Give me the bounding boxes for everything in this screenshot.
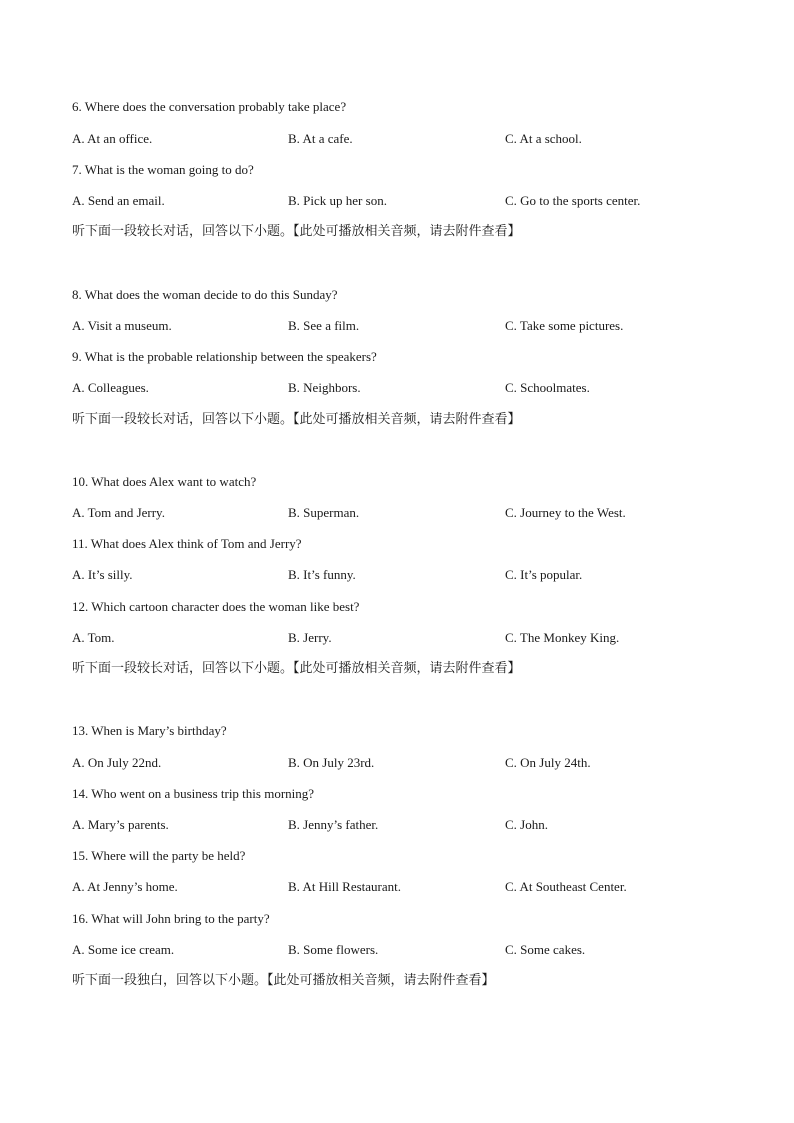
option-a: A. Some ice cream. [72,942,175,957]
question-stem: 9. What is the probable relationship between the speakers? [72,349,377,364]
answer-options [72,131,732,147]
option-a: A. At Jenny’s home. [72,879,178,894]
option-c: C. The Monkey King. [505,630,620,645]
answer-options [72,505,732,521]
question-stem: 14. Who went on a business trip this morning? [72,786,315,801]
answer-options [72,630,732,646]
option-a: A. Visit a museum. [72,318,172,333]
option-a: A. Tom. [72,630,115,645]
question-stem: 11. What does Alex think of Tom and Jerry? [72,536,302,551]
option-a: A. Mary’s parents. [72,817,169,832]
option-b: B. At a cafe. [288,131,353,146]
option-b: B. It’s funny. [288,567,356,582]
option-a: A. It’s silly. [72,567,133,582]
audio-instruction: 听下面一段较长对话，回答以下小题。【此处可播放相关音频，请去附件查看】 [72,661,521,676]
answer-options [72,318,732,334]
option-c: C. Some cakes. [505,942,586,957]
audio-instruction: 听下面一段较长对话，回答以下小题。【此处可播放相关音频，请去附件查看】 [72,224,521,239]
option-c: C. At Southeast Center. [505,879,627,894]
question-stem: 6. Where does the conversation probably take place? [72,99,347,114]
option-b: B. Jenny’s father. [288,817,379,832]
option-c: C. It’s popular. [505,567,583,582]
answer-options [72,817,732,833]
option-b: B. Jerry. [288,630,332,645]
answer-options [72,193,732,209]
answer-options [72,879,732,895]
option-c: C. Journey to the West. [505,505,626,520]
question-stem: 8. What does the woman decide to do this Sunday? [72,287,338,302]
option-c: C. Schoolmates. [505,380,590,395]
question-stem: 10. What does Alex want to watch? [72,474,257,489]
answer-options [72,755,732,771]
option-a: A. On July 22nd. [72,755,162,770]
question-stem: 16. What will John bring to the party? [72,911,270,926]
option-c: C. John. [505,817,548,832]
option-c: C. On July 24th. [505,755,591,770]
option-b: B. At Hill Restaurant. [288,879,402,894]
option-b: B. Some flowers. [288,942,379,957]
option-a: A. Tom and Jerry. [72,505,165,520]
option-b: B. See a film. [288,318,360,333]
option-c: C. Take some pictures. [505,318,624,333]
answer-options [72,380,732,396]
option-c: C. Go to the sports center. [505,193,641,208]
answer-options [72,567,732,583]
option-b: B. Neighbors. [288,380,361,395]
option-b: B. On July 23rd. [288,755,375,770]
option-b: B. Superman. [288,505,360,520]
answer-options [72,942,732,958]
audio-instruction: 听下面一段独白，回答以下小题。【此处可播放相关音频，请去附件查看】 [72,973,495,988]
question-stem: 13. When is Mary’s birthday? [72,723,227,738]
audio-instruction: 听下面一段较长对话，回答以下小题。【此处可播放相关音频，请去附件查看】 [72,412,521,427]
question-stem: 12. Which cartoon character does the woman like best? [72,599,360,614]
question-stem: 7. What is the woman going to do? [72,162,254,177]
option-b: B. Pick up her son. [288,193,387,208]
option-a: A. At an office. [72,131,153,146]
option-a: A. Send an email. [72,193,165,208]
option-c: C. At a school. [505,131,582,146]
question-stem: 15. Where will the party be held? [72,848,246,863]
option-a: A. Colleagues. [72,380,149,395]
